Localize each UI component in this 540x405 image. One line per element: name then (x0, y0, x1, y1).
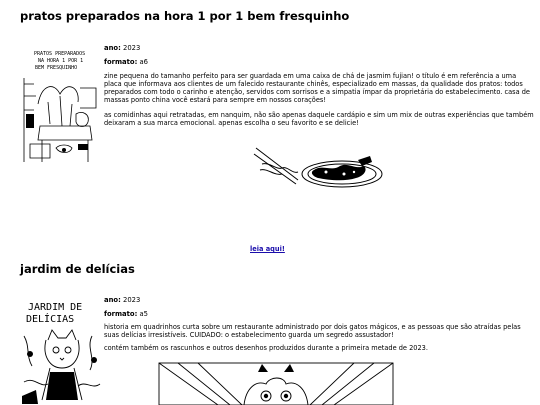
cover-text-line: DELÍCIAS (26, 314, 75, 325)
comic-panel-icon (158, 362, 394, 405)
read-here-link[interactable]: leia aqui! (250, 245, 285, 253)
format-value: a6 (139, 58, 148, 66)
zine-info (104, 44, 534, 127)
cover-text-line: JARDIM DE (28, 302, 83, 313)
year-value: 2023 (123, 44, 141, 52)
year-value: 2023 (123, 296, 141, 304)
cover-text-line: PRATOS PREPARADOS (34, 51, 86, 57)
zine-info (104, 296, 534, 352)
year-row (104, 44, 534, 52)
zine-cover-image[interactable] (20, 296, 102, 405)
format-label: formato: (104, 58, 138, 66)
zine-title: pratos preparados na hora 1 por 1 bem fresquinho (20, 9, 350, 23)
year-label: ano: (104, 44, 121, 52)
cover-illustration-icon (20, 296, 102, 405)
zine-description: zine pequena do tamanho perfeito para ser guardada em uma caixa de chá de jasmim fujian! o título é em referência a uma placa que informava aos clientes de um falecido restaurante chinês, especializado em massas, da qualidade dos pratos: todos preparados com todo o carinho e atenção, servidos com sorrisos e a simpatia ímpar da proprietária do estabelecimento. casa de massas ponto china você estará para sempre em nossos corações! (104, 72, 530, 104)
format-row (104, 58, 534, 66)
zine-cover-image[interactable] (20, 44, 102, 164)
cover-text-line: BEM FRESQUINHO (35, 65, 78, 71)
food-plate-icon (252, 144, 384, 196)
noodle-dish-illustration (252, 144, 384, 196)
format-value: a5 (139, 310, 148, 318)
cover-illustration-icon (20, 44, 102, 164)
zine-description-2: as comidinhas aqui retratadas, em nanquim, não são apenas daquele cardápio e sim um mix de outras experiências que também deixaram a sua marca emocional. apenas escolha o seu favorito e se delicie! (104, 111, 534, 127)
zine-title: jardim de delícias (20, 262, 135, 276)
zine-description: historia em quadrinhos curta sobre um restaurante administrado por dois gatos mágicos, e as pessoas que são atraídas pelas suas delícias irresistíveis. CUIDADO: o estabelecimento guarda um segredo assustador! (104, 323, 521, 339)
format-row (104, 310, 534, 318)
year-row (104, 296, 534, 304)
comic-preview-illustration (158, 362, 394, 405)
cover-text-line: NA HORA 1 POR 1 (38, 58, 84, 64)
zine-description-2: contém também os rascunhos e outros desenhos produzidos durante a primeira metade de 2023. (104, 344, 428, 352)
format-label: formato: (104, 310, 138, 318)
year-label: ano: (104, 296, 121, 304)
